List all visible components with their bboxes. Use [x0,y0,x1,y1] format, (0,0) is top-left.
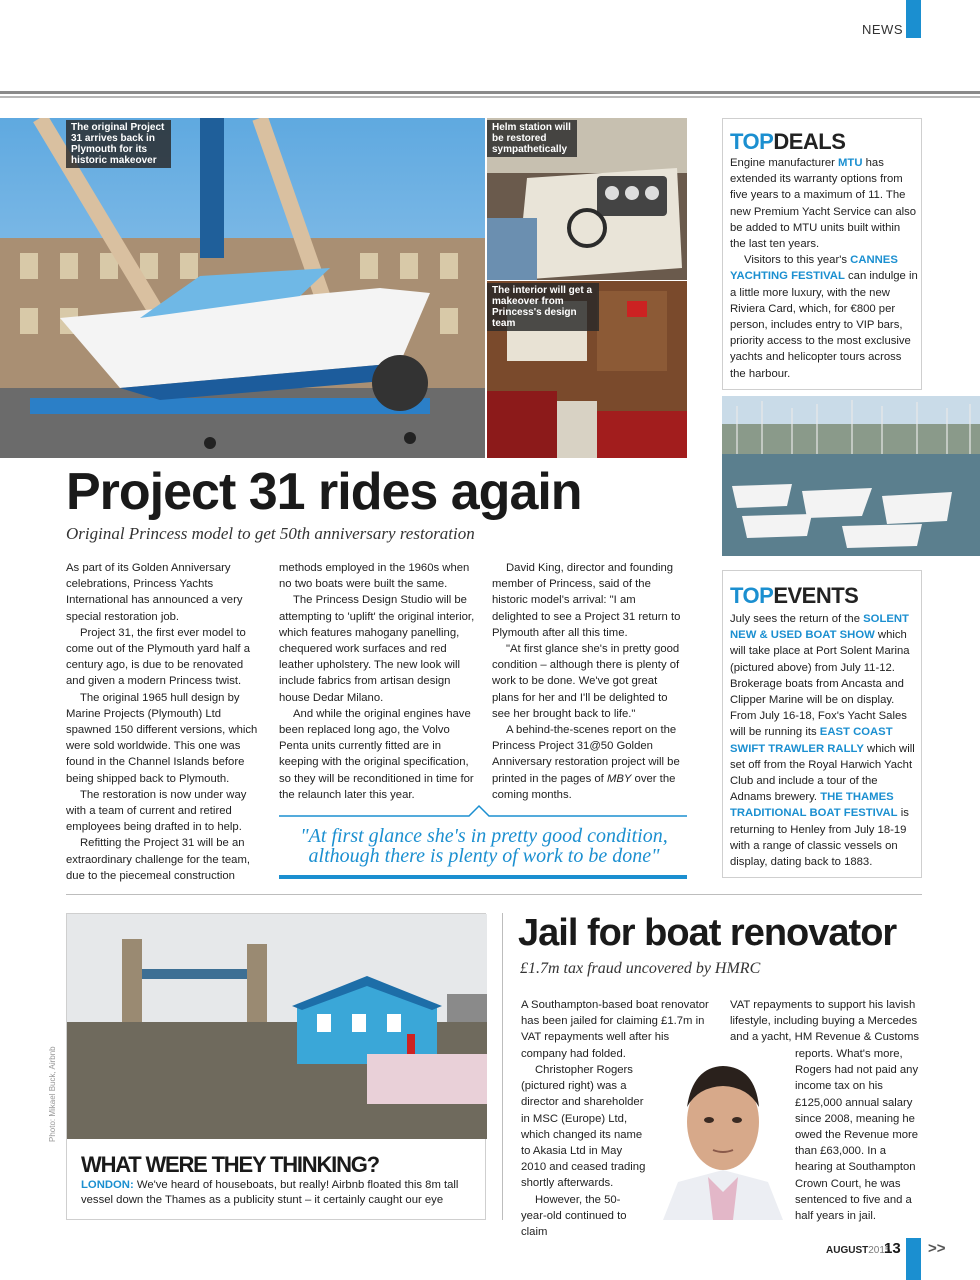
east-coast-highlight: EAST COAST SWIFT TRAWLER RALLY [730,726,893,755]
top-events-text: July sees the return of the SOLENT NEW & USED BOAT SHOW which will take place at Port Solent Marina (pictured above) from July 11-12. Brokerage boats from Ancasta and Clipper Marine will be on display. From July 16-18, Fox's Yacht Sales will be running its EAST COAST SWIFT TRAWLER RALLY which will set off from the Royal Harwich Yacht Club and include a tour of the Adnams brewery. THE THAMES TRADITIONAL BOAT FESTIVAL is returning to Henley from July 18-19 with a range of classic vessels on display, dating back to 1883. [730,613,915,869]
top-events-title: TOPEVENTS [730,583,859,608]
thinking-box [66,913,486,1220]
jail-col2-para: VAT repayments to support his lavish lifestyle, including buying a Mercedes and a yacht, HM Revenue & Customs [730,999,919,1044]
jail-headline: Jail for boat renovator [518,912,897,954]
jail-col1-para: Christopher Rogers (pictured right) was a director and shareholder in MSC (Europe) Ltd, which changed its name to Akasia Ltd in May 2010 and ceased trading shortly afterwards. [521,1064,646,1190]
footer-date: AUGUST2015 [826,1245,891,1256]
thames-highlight: THE THAMES TRADITIONAL BOAT FESTIVAL [730,791,898,820]
jail-col2-para: reports. What's more, Rogers had not paid any income tax on his £125,000 annual salary since 2008, meaning he owed the Revenue more than £63,000. In a hearing at Southampton Crown Court, he was sentenced to five and a half years in jail. [795,1048,919,1223]
next-page-arrows[interactable]: >> [928,1240,946,1257]
interior-caption: The interior will get a makeover from Princess's design team [487,283,599,331]
main-col2-para: And while the original engines have been replaced long ago, the Volvo Penta units currently fitted are in keeping with the original specification, so they will be reconditioned in time for the relaunch later this year. [279,707,474,801]
jail-column-2-wrap [795,1046,922,1224]
mby-title: MBY [606,772,632,785]
main-col1-para: Refitting the Project 31 will be an extraordinary challenge for the team, due to the piecemeal construction [66,837,250,882]
helm-caption: Helm station will be restored sympathetically [487,120,577,157]
photo-credit: Photo: Mikael Buck, Airbnb [48,1046,57,1142]
jail-standfirst: £1.7m tax fraud uncovered by HMRC [520,960,761,977]
marina-photo [722,396,980,556]
main-col1-para: The restoration is now under way with a team of current and retired employees being drafted in to help. [66,788,247,834]
boat-caption: The original Project 31 arrives back in Plymouth for its historic makeover [66,120,171,168]
main-col1-para: Project 31, the first ever model to come out of the Plymouth yard half a century ago, is due to be renovated and given a modern Princess twist. [66,626,250,688]
marina-illustration [722,396,980,556]
main-col1-para: The original 1965 hull design by Marine Projects (Plymouth) Ltd spawned 150 different versions, which were sold worldwide. This one was found in the Channel Islands before being shipped back to Plymouth. [66,691,258,785]
top-rule [0,91,980,98]
main-col2-para: The Princess Design Studio will be attempting to 'uplift' the original interior, which features mahogany panelling, chequered work surfaces and red leather upholstery. The new look will include fabrics from artisan design house Dedar Milano. [279,594,475,704]
mtu-highlight: MTU [838,157,863,169]
jail-column-2-top [730,997,922,1046]
main-column-1 [66,560,264,884]
jail-col1-para: A Southampton-based boat renovator has been jailed for claiming £1.7m in VAT repayments well after his company had folded. [521,999,709,1060]
main-col1-para: As part of its Golden Anniversary celebrations, Princess Yachts International has announced a very special restoration job. [66,562,243,623]
cannes-highlight: CANNES YACHTING FESTIVAL [730,254,898,283]
portrait-illustration [653,1052,793,1220]
pull-quote: "At first glance she's in pretty good condition, although there is plenty of work to be done" [300,825,668,867]
section-accent-bar [906,0,921,38]
main-column-2 [279,560,477,803]
footer-accent-bar [906,1238,921,1280]
top-deals-box [722,118,922,390]
top-events-box [722,570,922,878]
section-label: NEWS [862,22,903,37]
thinking-text: LONDON: We've heard of houseboats, but really! Airbnb floated this 8m tall vessel down the Thames as a publicity stunt – it certainly caught our eye [81,1179,459,1206]
top-deals-title: TOPDEALS [730,129,846,154]
thinking-title: WHAT WERE THEY THINKING? [81,1152,379,1177]
main-col2-para: methods employed in the 1960s when no two boats were built the same. [279,562,470,591]
jail-col1-para: However, the 50-year-old continued to claim [521,1193,627,1239]
main-column-3 [492,560,684,803]
houseboat-photo [67,914,487,1139]
main-headline: Project 31 rides again [66,463,582,521]
london-label: LONDON: [81,1179,134,1191]
main-col3-para: A behind-the-scenes report on the Princess Project 31@50 Golden Anniversary restoration project will be printed in the pages of MBY over the coming months. [492,724,680,801]
main-col3-para: David King, director and founding member of Princess, said of the historic model's arrival: "I am delighted to see a Project 31 return to Plymouth after all this time. [492,562,681,639]
pull-quote-bottom-rule [279,875,687,879]
jail-divider [502,913,503,1220]
main-standfirst: Original Princess model to get 50th anniversary restoration [66,524,475,543]
pull-quote-rule [279,802,687,818]
jail-column-1-wrap [521,1062,646,1240]
section-divider [66,894,922,895]
boat-photo [0,118,485,458]
rogers-portrait [653,1052,793,1220]
boat-illustration [0,118,485,458]
solent-highlight: SOLENT NEW & USED BOAT SHOW [730,613,909,642]
houseboat-illustration [67,914,487,1139]
top-deals-text: Engine manufacturer MTU has extended its warranty options from five years to a maximum of 11. The new Premium Yacht Service can also be added to MTU units built within the last ten years. Visitors to this year's CANNES YACHTING FESTIVAL can indulge in a little more luxury, with the new Riviera Card, which, for €800 per person, includes entry to VIP bars, priority access to the most exclusive yachts and helicopter tours across the harbour. [730,157,918,380]
page-number: 13 [884,1240,901,1257]
main-col3-para: "At first glance she's in pretty good condition – although there is plenty of work to be done. We've got great plans for her and I'll be delighted to see her brought back to life." [492,643,680,720]
